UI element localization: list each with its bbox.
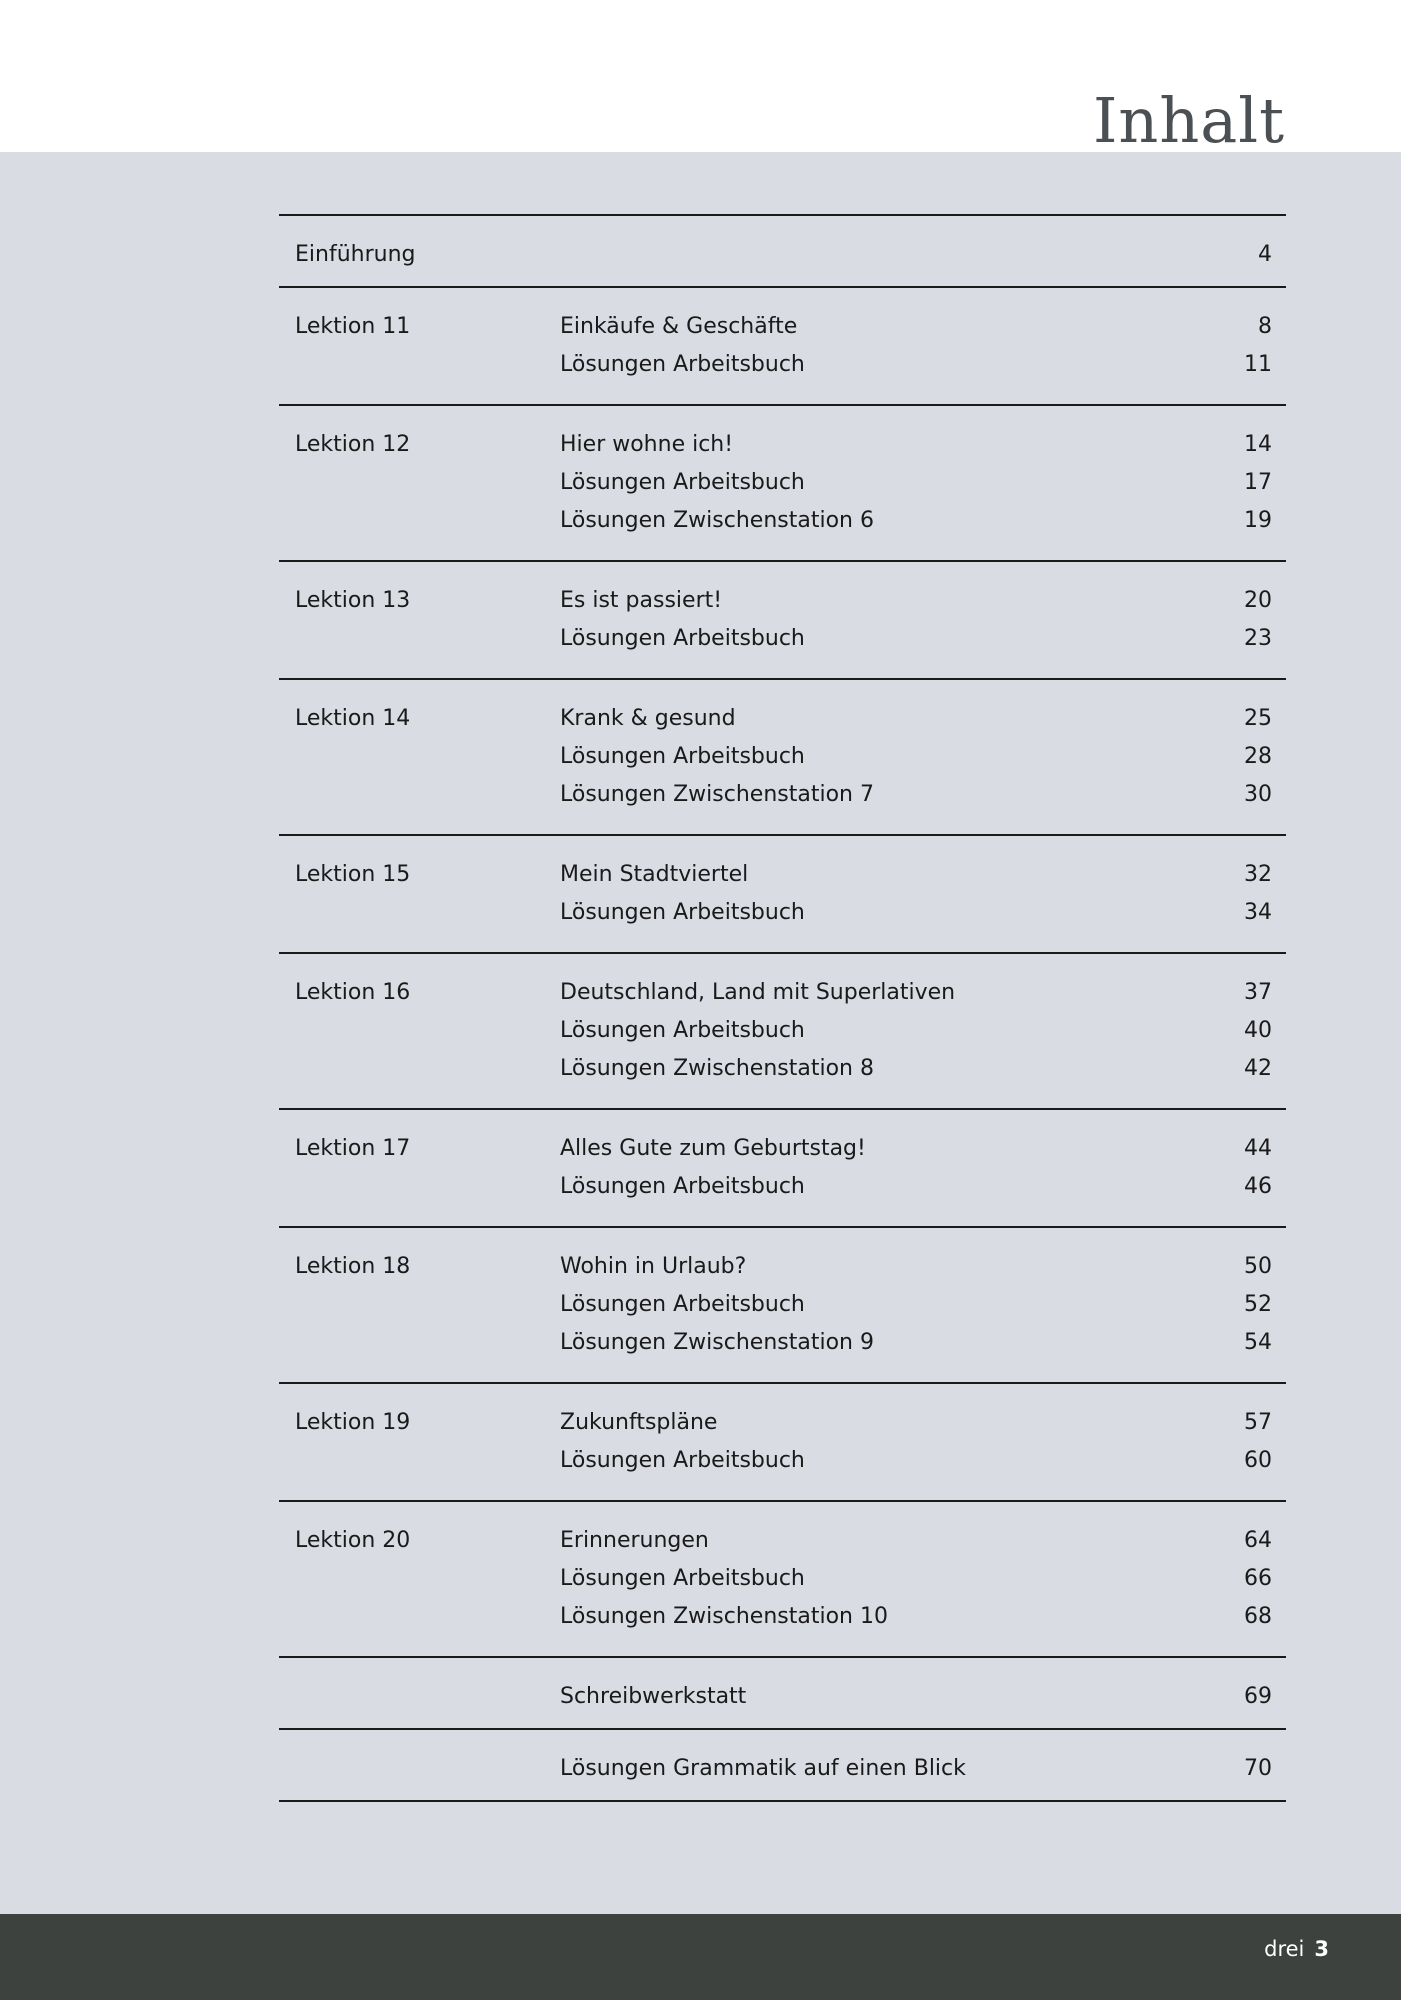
entry-page: 60 [1244, 1448, 1272, 1473]
entry-title: Einführung [295, 242, 416, 267]
entry-page: 54 [1244, 1330, 1272, 1355]
entry-title: Lösungen Grammatik auf einen Blick [560, 1756, 966, 1781]
entry-title: Zukunftspläne [560, 1410, 718, 1435]
toc-row-einfuehrung [279, 216, 1286, 288]
entry-title: Lösungen Arbeitsbuch [560, 900, 805, 925]
toc-entry[interactable] [560, 502, 1286, 540]
toc-entry[interactable] [560, 1324, 1286, 1362]
toc-row-lektion-17 [279, 1110, 1286, 1228]
entry-title: Lösungen Zwischenstation 9 [560, 1330, 874, 1355]
toc-entry[interactable] [560, 1560, 1286, 1598]
entry-page: 66 [1244, 1566, 1272, 1591]
toc-entry[interactable] [560, 738, 1286, 776]
toc-entry[interactable] [560, 776, 1286, 814]
toc-entry[interactable] [560, 1598, 1286, 1636]
toc-entry[interactable] [560, 1168, 1286, 1206]
toc-entry[interactable] [560, 856, 1286, 894]
entry-page: 57 [1244, 1410, 1272, 1435]
toc-entry[interactable] [560, 582, 1286, 620]
entry-title: Lösungen Arbeitsbuch [560, 470, 805, 495]
toc-entry[interactable] [295, 236, 1286, 274]
toc-row-lektion-18 [279, 1228, 1286, 1384]
entry-title: Lösungen Arbeitsbuch [560, 626, 805, 651]
toc-entry[interactable] [560, 974, 1286, 1012]
toc-entry[interactable] [560, 1750, 1286, 1788]
entry-page: 25 [1244, 706, 1272, 731]
lesson-label: Lektion 13 [295, 588, 411, 613]
toc-entry[interactable] [560, 1404, 1286, 1442]
lesson-label: Lektion 16 [295, 980, 411, 1005]
footer-bar [0, 1914, 1401, 2000]
lesson-label: Lektion 20 [295, 1528, 411, 1553]
entry-title: Krank & gesund [560, 706, 736, 731]
toc-row-lektion-15 [279, 836, 1286, 954]
toc-entry[interactable] [560, 620, 1286, 658]
page-number-word: drei [1264, 1937, 1305, 1961]
entry-page: 4 [1258, 242, 1272, 267]
toc-entry[interactable] [560, 1442, 1286, 1480]
toc-row-lektion-20 [279, 1502, 1286, 1658]
entry-title: Lösungen Arbeitsbuch [560, 1174, 805, 1199]
entry-title: Es ist passiert! [560, 588, 723, 613]
entry-title: Mein Stadtviertel [560, 862, 749, 887]
toc-entry[interactable] [560, 1130, 1286, 1168]
toc-entry[interactable] [560, 1012, 1286, 1050]
entry-title: Lösungen Zwischenstation 6 [560, 508, 874, 533]
toc-row-lektion-14 [279, 680, 1286, 836]
toc-row-lektion-13 [279, 562, 1286, 680]
lesson-label: Lektion 14 [295, 706, 411, 731]
entry-page: 11 [1244, 352, 1272, 377]
entry-page: 14 [1244, 432, 1272, 457]
entry-title: Lösungen Zwischenstation 7 [560, 782, 874, 807]
toc-row-lektion-11 [279, 288, 1286, 406]
toc-row-lektion-19 [279, 1384, 1286, 1502]
toc-entry[interactable] [560, 464, 1286, 502]
entry-title: Lösungen Arbeitsbuch [560, 1018, 805, 1043]
entry-page: 50 [1244, 1254, 1272, 1279]
toc-entry[interactable] [560, 308, 1286, 346]
entry-page: 23 [1244, 626, 1272, 651]
entry-page: 37 [1244, 980, 1272, 1005]
entry-page: 68 [1244, 1604, 1272, 1629]
entry-title: Alles Gute zum Geburtstag! [560, 1136, 866, 1161]
entry-page: 19 [1244, 508, 1272, 533]
toc-row-grammatik [279, 1730, 1286, 1802]
toc-entry[interactable] [560, 1248, 1286, 1286]
page-number [1264, 1934, 1329, 1964]
entry-page: 17 [1244, 470, 1272, 495]
page-title: Inhalt [1092, 84, 1285, 157]
toc-entry[interactable] [560, 1522, 1286, 1560]
toc-entry[interactable] [560, 346, 1286, 384]
toc-entry[interactable] [560, 1050, 1286, 1088]
toc-row-lektion-16 [279, 954, 1286, 1110]
toc-entry[interactable] [560, 1286, 1286, 1324]
entry-page: 46 [1244, 1174, 1272, 1199]
entry-title: Lösungen Arbeitsbuch [560, 352, 805, 377]
lesson-label: Lektion 12 [295, 432, 411, 457]
table-of-contents [279, 214, 1286, 1802]
entry-page: 44 [1244, 1136, 1272, 1161]
entry-page: 20 [1244, 588, 1272, 613]
entry-title: Erinnerungen [560, 1528, 709, 1553]
toc-entry[interactable] [560, 700, 1286, 738]
entry-page: 8 [1258, 314, 1272, 339]
entry-page: 28 [1244, 744, 1272, 769]
entry-title: Lösungen Arbeitsbuch [560, 1566, 805, 1591]
toc-entry[interactable] [560, 894, 1286, 932]
entry-title: Lösungen Arbeitsbuch [560, 1448, 805, 1473]
entry-title: Schreibwerkstatt [560, 1684, 747, 1709]
entry-page: 40 [1244, 1018, 1272, 1043]
entry-title: Lösungen Arbeitsbuch [560, 1292, 805, 1317]
toc-row-lektion-12 [279, 406, 1286, 562]
entry-title: Lösungen Zwischenstation 10 [560, 1604, 888, 1629]
entry-title: Lösungen Zwischenstation 8 [560, 1056, 874, 1081]
entry-page: 70 [1244, 1756, 1272, 1781]
lesson-label: Lektion 11 [295, 314, 411, 339]
lesson-label: Lektion 17 [295, 1136, 411, 1161]
entry-title: Einkäufe & Geschäfte [560, 314, 798, 339]
entry-title: Lösungen Arbeitsbuch [560, 744, 805, 769]
entry-title: Wohin in Urlaub? [560, 1254, 747, 1279]
entry-page: 34 [1244, 900, 1272, 925]
toc-entry[interactable] [560, 426, 1286, 464]
lesson-label: Lektion 15 [295, 862, 411, 887]
toc-entry[interactable] [560, 1678, 1286, 1716]
lesson-label: Lektion 19 [295, 1410, 411, 1435]
entry-page: 64 [1244, 1528, 1272, 1553]
entry-title: Hier wohne ich! [560, 432, 734, 457]
toc-row-schreibwerkstatt [279, 1658, 1286, 1730]
entry-title: Deutschland, Land mit Superlativen [560, 980, 956, 1005]
entry-page: 69 [1244, 1684, 1272, 1709]
entry-page: 42 [1244, 1056, 1272, 1081]
entry-page: 30 [1244, 782, 1272, 807]
lesson-label: Lektion 18 [295, 1254, 411, 1279]
entry-page: 32 [1244, 862, 1272, 887]
entry-page: 52 [1244, 1292, 1272, 1317]
page-number-digit: 3 [1314, 1937, 1329, 1961]
